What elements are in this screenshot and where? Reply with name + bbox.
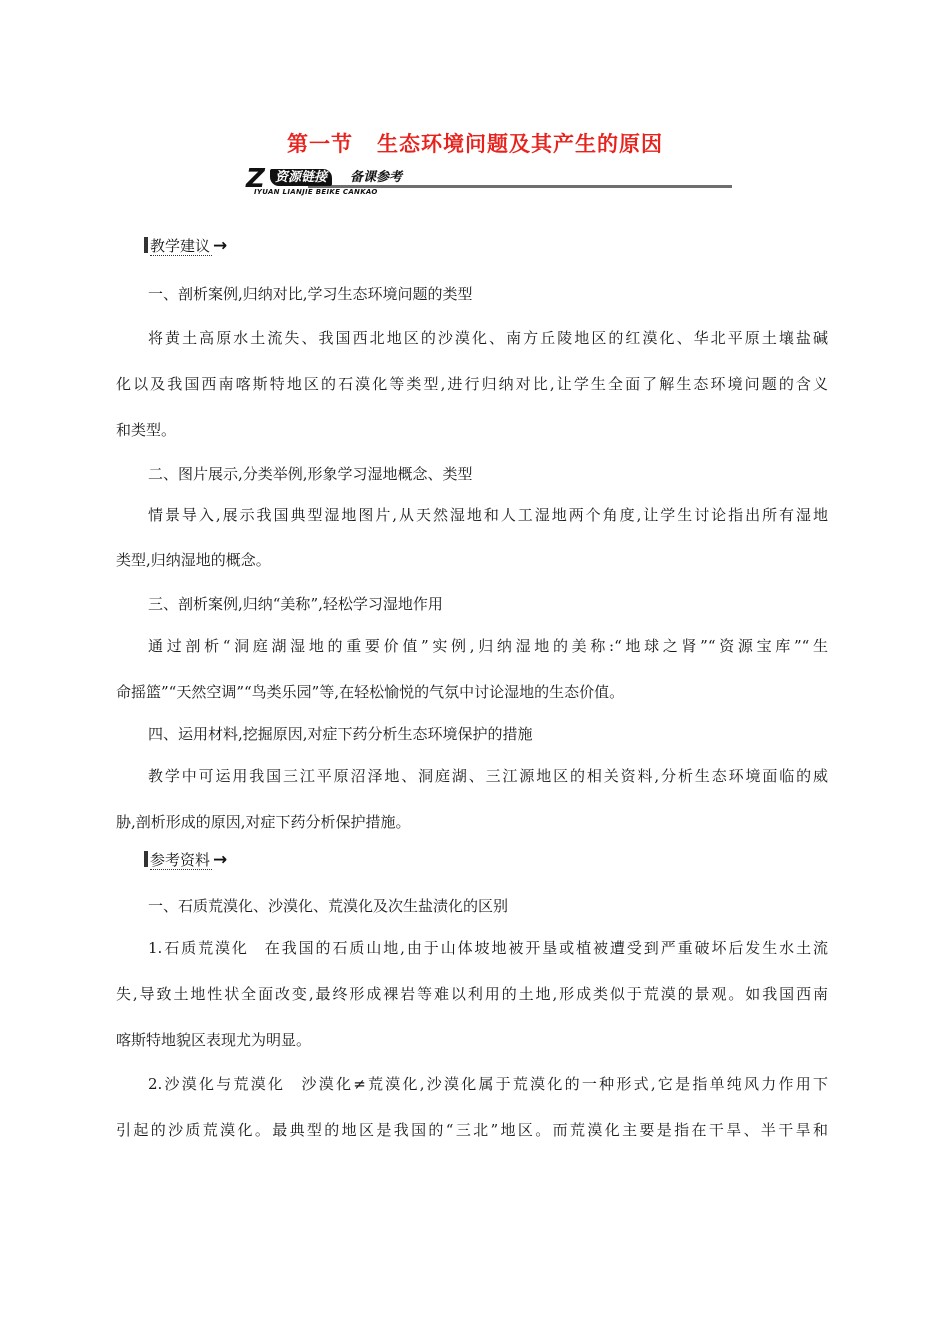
- teaching-p4-line-1: 教学中可运用我国三江平原沼泽地、洞庭湖、三江源地区的相关资料,分析生态环境面临的威: [148, 767, 828, 785]
- section-teaching-label: 教学建议: [150, 237, 211, 255]
- teaching-p1-line-1: 将黄土高原水土流失、我国西北地区的沙漠化、南方丘陵地区的红漠化、华北平原土壤盐碱: [148, 329, 828, 347]
- teaching-p1-line-3: 和类型。: [116, 421, 177, 439]
- teaching-heading-1: 一、剖析案例,归纳对比,学习生态环境问题的类型: [148, 285, 473, 303]
- teaching-p4-line-2: 胁,剖析形成的原因,对症下药分析保护措施。: [116, 813, 411, 831]
- teaching-p2-line-2: 类型,归纳湿地的概念。: [116, 551, 271, 569]
- teaching-heading-4: 四、运用材料,挖掘原因,对症下药分析生态环境保护的措施: [148, 725, 533, 743]
- page-title: [0, 128, 950, 158]
- resource-banner: [246, 166, 732, 200]
- section-reference-header: [144, 848, 227, 872]
- reference-item2-label: 2.沙漠化与荒漠化: [148, 1075, 286, 1093]
- arrow-right-icon: →: [213, 850, 228, 870]
- banner-pinyin: IYUAN LIANJIE BEIKE CANKAO: [254, 188, 378, 196]
- reference-item2-line-1: 2.沙漠化与荒漠化 沙漠化≠荒漠化,沙漠化属于荒漠化的一种形式,它是指单纯风力作用下: [148, 1075, 829, 1093]
- section-marker-icon: [144, 851, 148, 867]
- banner-label: 资源链接: [270, 169, 332, 186]
- reference-item1-line-1: 1.石质荒漠化 在我国的石质山地,由于山体坡地被开垦或植被遭受到严重破坏后发生水土流: [148, 939, 829, 957]
- section-reference-label: 参考资料: [150, 851, 211, 869]
- teaching-p3-line-2: 命摇篮”“天然空调”“鸟类乐园”等,在轻松愉悦的气氛中讨论湿地的生态价值。: [116, 683, 625, 701]
- reference-item1-label: 1.石质荒漠化: [148, 939, 249, 957]
- reference-item1-line-3: 喀斯特地貌区表现尤为明显。: [116, 1031, 312, 1049]
- reference-item1-line-2: 失,导致土地性状全面改变,最终形成裸岩等难以利用的土地,形成类似于荒漠的景观。如我国西南: [116, 985, 828, 1003]
- arrow-right-icon: →: [213, 236, 228, 256]
- teaching-p1-line-2: 化以及我国西南喀斯特地区的石漠化等类型,进行归纳对比,让学生全面了解生态环境问题的含义: [116, 375, 828, 393]
- teaching-heading-2: 二、图片展示,分类举例,形象学习湿地概念、类型: [148, 465, 473, 483]
- reference-item2-line-2: 引起的沙质荒漠化。最典型的地区是我国的“三北”地区。而荒漠化主要是指在干旱、半干旱和: [116, 1121, 828, 1139]
- teaching-p3-line-1: 通过剖析“洞庭湖湿地的重要价值”实例,归纳湿地的美称:“地球之肾”“资源宝库”“生: [148, 637, 828, 655]
- reference-heading-1: 一、石质荒漠化、沙漠化、荒漠化及次生盐渍化的区别: [148, 897, 509, 915]
- banner-z-logo: Z: [246, 164, 265, 194]
- banner-label-secondary: 备课参考: [350, 170, 403, 185]
- section-teaching-header: [144, 234, 227, 258]
- chapter-number: 第一节: [287, 132, 353, 156]
- section-marker-icon: [144, 237, 148, 253]
- chapter-title: 生态环境问题及其产生的原因: [377, 132, 663, 156]
- teaching-p2-line-1: 情景导入,展示我国典型湿地图片,从天然湿地和人工湿地两个角度,让学生讨论指出所有湿地: [148, 506, 828, 524]
- teaching-heading-3: 三、剖析案例,归纳“美称”,轻松学习湿地作用: [148, 595, 443, 613]
